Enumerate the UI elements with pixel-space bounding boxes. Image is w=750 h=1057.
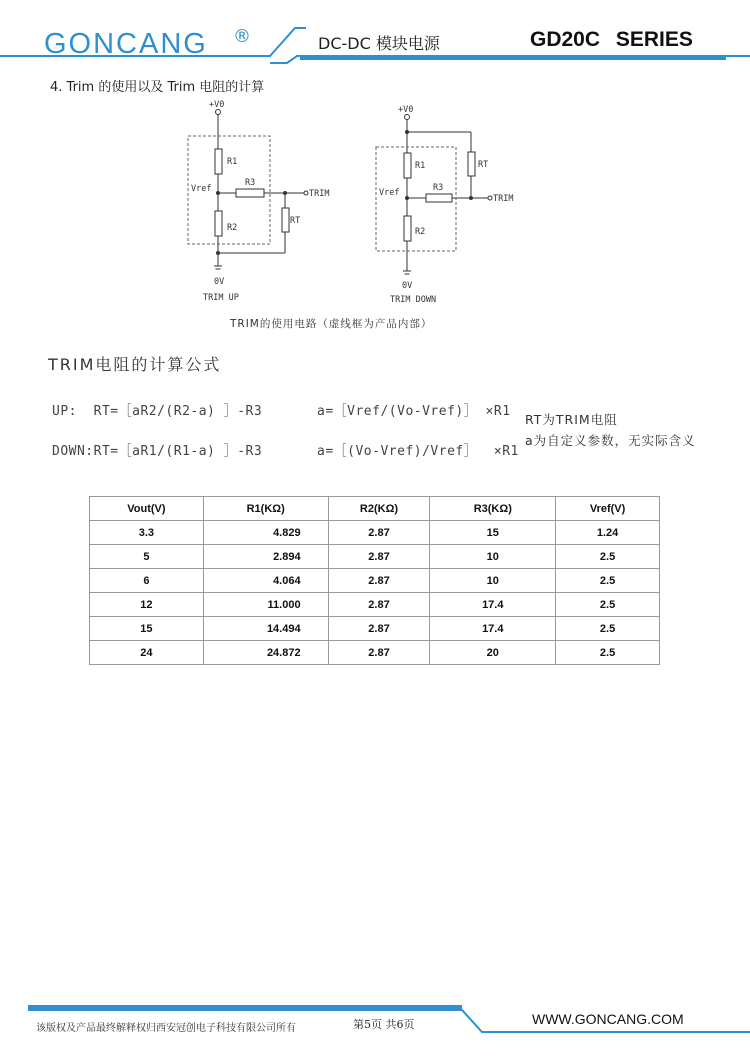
down-gnd-label: 0V <box>402 281 413 291</box>
down-trim-label: TRIM <box>493 194 514 204</box>
up-r3-label: R3 <box>245 178 256 188</box>
trim-resistor-table <box>89 496 660 665</box>
down-vo-label: +V0 <box>398 105 414 115</box>
table-cell: 15 <box>90 617 204 641</box>
col-header: R1(KΩ) <box>203 497 328 521</box>
down-a-formula: a=［(Vo-Vref)/Vref］ ×R1 <box>317 444 519 459</box>
down-caption: TRIM DOWN <box>390 295 437 305</box>
table-cell: 3.3 <box>90 521 204 545</box>
table-cell: 2.87 <box>328 545 430 569</box>
table-cell: 2.87 <box>328 617 430 641</box>
down-r2-label: R2 <box>415 227 426 237</box>
up-r2-label: R2 <box>227 223 238 233</box>
table-cell: 2.894 <box>203 545 328 569</box>
table-cell: 2.5 <box>556 593 660 617</box>
header-subtitle: DC-DC 模块电源 <box>318 34 440 53</box>
col-header: Vout(V) <box>90 497 204 521</box>
down-vref-label: Vref <box>379 188 400 198</box>
section-title: 4. Trim 的使用以及 Trim 电阻的计算 <box>50 80 265 95</box>
down-r1-label: R1 <box>415 161 426 171</box>
footer-copyright: 该版权及产品最终解释权归西安冠创电子科技有限公司所有 <box>36 1023 296 1034</box>
table-cell: 20 <box>430 641 556 665</box>
table-row <box>90 569 660 593</box>
registered-mark: ® <box>233 26 251 47</box>
table-cell: 11.000 <box>203 593 328 617</box>
table-row <box>90 521 660 545</box>
col-header: Vref(V) <box>556 497 660 521</box>
table-cell: 14.494 <box>203 617 328 641</box>
up-trim-label: TRIM <box>309 189 330 199</box>
table-cell: 2.5 <box>556 545 660 569</box>
up-vref-label: Vref <box>191 184 212 194</box>
table-cell: 1.24 <box>556 521 660 545</box>
up-caption: TRIM UP <box>203 293 239 303</box>
up-formula: UP: RT=［aR2/(R2-a) ］-R3 <box>52 404 263 419</box>
down-r3-label: R3 <box>433 183 444 193</box>
table-cell: 10 <box>430 545 556 569</box>
table-header-row <box>90 497 660 521</box>
a-note: a为自定义参数，无实际含义 <box>525 433 696 448</box>
table-cell: 5 <box>90 545 204 569</box>
table-row <box>90 617 660 641</box>
calc-title: TRIM电阻的计算公式 <box>48 355 222 374</box>
company-logo: GONCANG <box>44 28 208 60</box>
table-cell: 17.4 <box>430 617 556 641</box>
up-gnd-label: 0V <box>214 277 225 287</box>
up-a-formula: a=［Vref/(Vo-Vref)］ ×R1 <box>317 404 511 419</box>
up-r1-label: R1 <box>227 157 238 167</box>
table-cell: 17.4 <box>430 593 556 617</box>
table-cell: 6 <box>90 569 204 593</box>
trim-circuit-diagram <box>170 96 530 308</box>
col-header: R3(KΩ) <box>430 497 556 521</box>
table-cell: 2.87 <box>328 521 430 545</box>
down-rt-label: RT <box>478 160 489 170</box>
table-cell: 10 <box>430 569 556 593</box>
up-rt-label: RT <box>290 216 301 226</box>
table-cell: 2.5 <box>556 569 660 593</box>
down-formula: DOWN:RT=［aR1/(R1-a) ］-R3 <box>52 444 263 459</box>
table-cell: 2.5 <box>556 617 660 641</box>
table-cell: 4.829 <box>203 521 328 545</box>
series-title: GD20C SERIES <box>530 28 693 51</box>
up-vo-label: +V0 <box>209 100 225 110</box>
table-row <box>90 593 660 617</box>
table-row <box>90 641 660 665</box>
table-cell: 2.87 <box>328 641 430 665</box>
table-cell: 2.5 <box>556 641 660 665</box>
table-cell: 12 <box>90 593 204 617</box>
table-cell: 2.87 <box>328 569 430 593</box>
table-cell: 4.064 <box>203 569 328 593</box>
table-cell: 2.87 <box>328 593 430 617</box>
table-cell: 15 <box>430 521 556 545</box>
rt-note: RT为TRIM电阻 <box>525 412 618 427</box>
table-row <box>90 545 660 569</box>
footer-website[interactable]: WWW.GONCANG.COM <box>532 1011 684 1027</box>
diagram-caption: TRIM的使用电路（虚线框为产品内部） <box>230 318 433 330</box>
table-cell: 24 <box>90 641 204 665</box>
footer-page-number: 第5页 共6页 <box>353 1018 415 1031</box>
table-cell: 24.872 <box>203 641 328 665</box>
col-header: R2(KΩ) <box>328 497 430 521</box>
